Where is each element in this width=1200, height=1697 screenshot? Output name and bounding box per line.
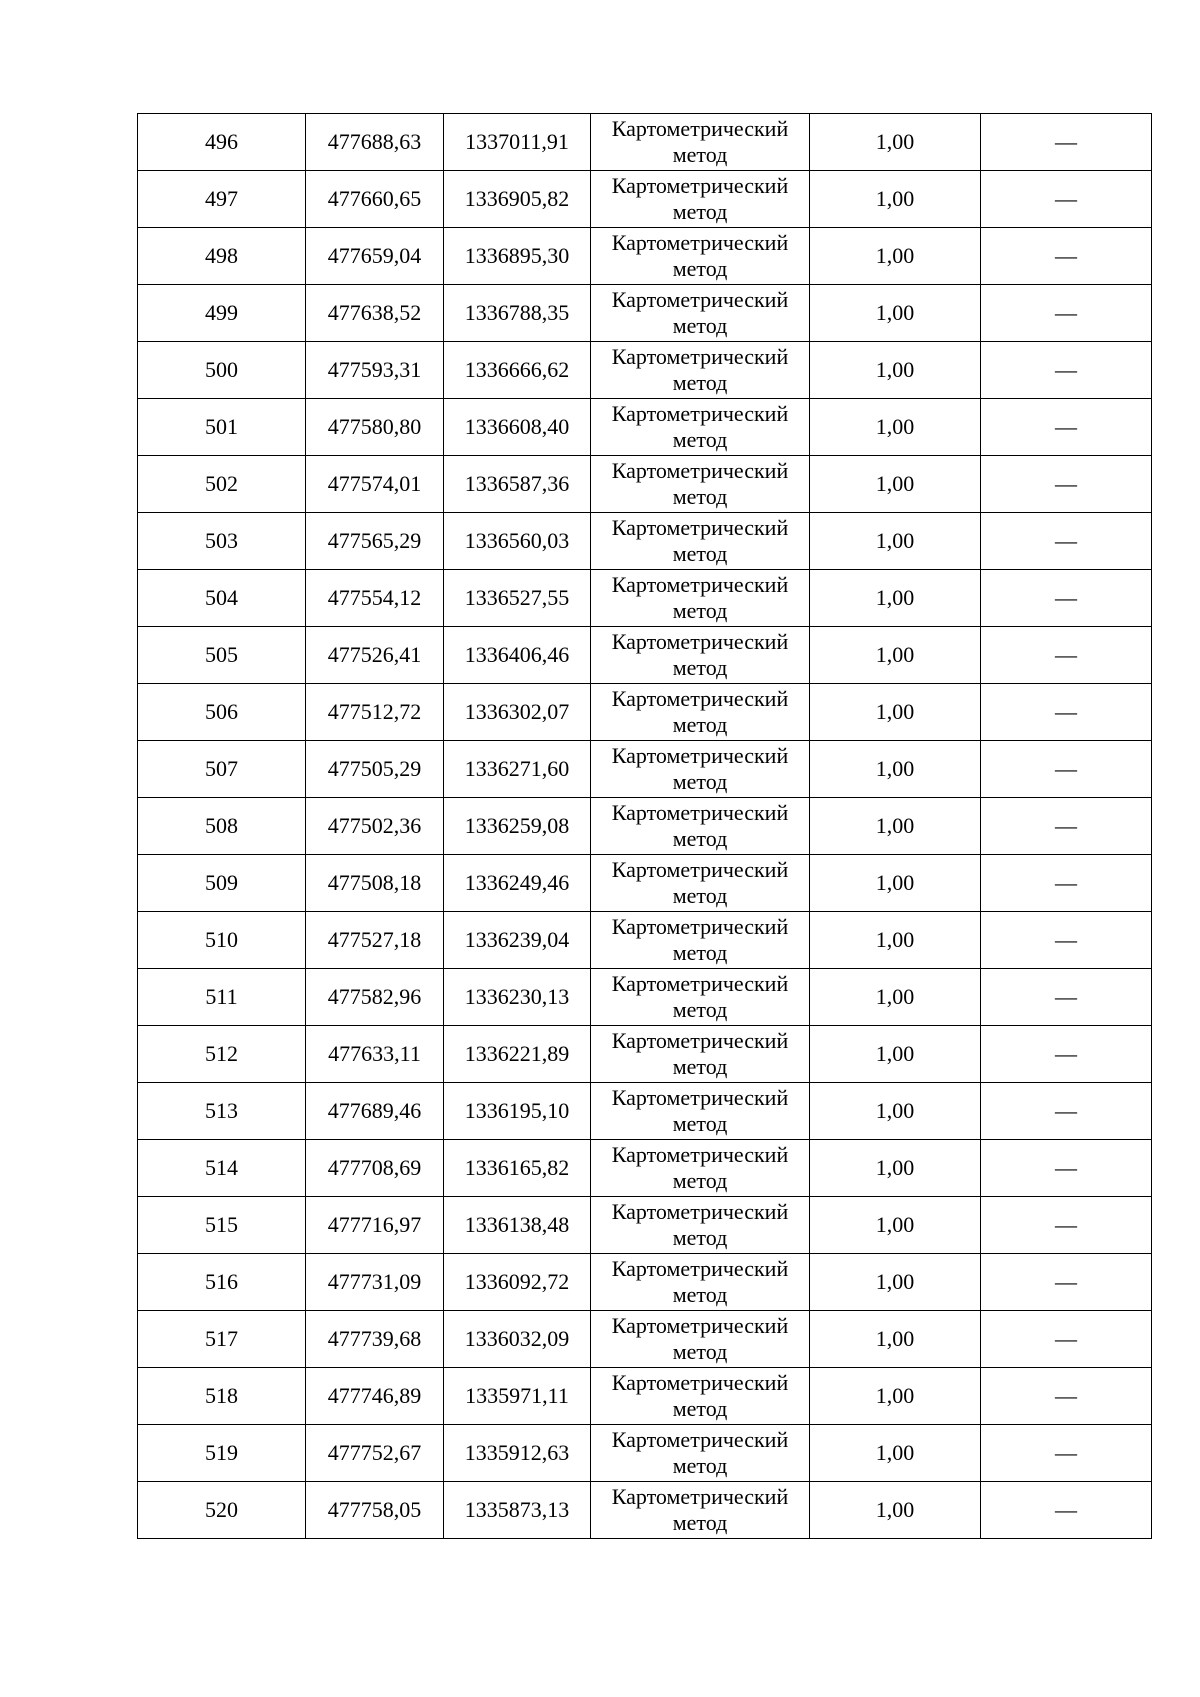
table-row: [138, 855, 1152, 912]
y-coordinate-cell: 1335971,11: [444, 1368, 591, 1425]
description-cell: —: [981, 570, 1152, 627]
accuracy-cell: 1,00: [810, 114, 981, 171]
table-row: [138, 570, 1152, 627]
y-coordinate-cell: 1336895,30: [444, 228, 591, 285]
method-line-1: Картометрический: [611, 1028, 789, 1053]
point-number-cell: 497: [138, 171, 306, 228]
description-cell: —: [981, 798, 1152, 855]
y-coordinate-cell: 1336032,09: [444, 1311, 591, 1368]
method-cell: [591, 1311, 810, 1368]
method-cell: [591, 741, 810, 798]
table-row: [138, 114, 1152, 171]
method-cell: [591, 342, 810, 399]
point-number-cell: 500: [138, 342, 306, 399]
x-coordinate-cell: 477688,63: [306, 114, 444, 171]
x-coordinate-cell: 477752,67: [306, 1425, 444, 1482]
accuracy-cell: 1,00: [810, 1197, 981, 1254]
y-coordinate-cell: 1336560,03: [444, 513, 591, 570]
accuracy-cell: 1,00: [810, 1311, 981, 1368]
y-coordinate-cell: 1336230,13: [444, 969, 591, 1026]
point-number-cell: 519: [138, 1425, 306, 1482]
description-cell: —: [981, 912, 1152, 969]
x-coordinate-cell: 477565,29: [306, 513, 444, 570]
accuracy-cell: 1,00: [810, 228, 981, 285]
accuracy-cell: 1,00: [810, 855, 981, 912]
description-cell: —: [981, 1311, 1152, 1368]
method-line-1: Картометрический: [611, 287, 789, 312]
method-line-1: Картометрический: [611, 1142, 789, 1167]
description-cell: —: [981, 171, 1152, 228]
table-row: [138, 342, 1152, 399]
method-cell: [591, 627, 810, 684]
coordinates-table-body: [138, 114, 1152, 1539]
x-coordinate-cell: 477739,68: [306, 1311, 444, 1368]
accuracy-cell: 1,00: [810, 1425, 981, 1482]
method-line-2: метод: [672, 712, 728, 737]
x-coordinate-cell: 477527,18: [306, 912, 444, 969]
accuracy-cell: 1,00: [810, 1482, 981, 1539]
x-coordinate-cell: 477689,46: [306, 1083, 444, 1140]
method-line-1: Картометрический: [611, 116, 789, 141]
description-cell: —: [981, 1026, 1152, 1083]
method-line-2: метод: [672, 1111, 728, 1136]
method-line-1: Картометрический: [611, 857, 789, 882]
point-number-cell: 511: [138, 969, 306, 1026]
description-cell: —: [981, 1197, 1152, 1254]
x-coordinate-cell: 477746,89: [306, 1368, 444, 1425]
table-row: [138, 1083, 1152, 1140]
accuracy-cell: 1,00: [810, 969, 981, 1026]
method-line-1: Картометрический: [611, 515, 789, 540]
description-cell: —: [981, 855, 1152, 912]
method-line-2: метод: [672, 313, 728, 338]
method-line-2: метод: [672, 541, 728, 566]
method-line-1: Картометрический: [611, 914, 789, 939]
x-coordinate-cell: 477512,72: [306, 684, 444, 741]
accuracy-cell: 1,00: [810, 1140, 981, 1197]
description-cell: —: [981, 1140, 1152, 1197]
y-coordinate-cell: 1336527,55: [444, 570, 591, 627]
x-coordinate-cell: 477505,29: [306, 741, 444, 798]
x-coordinate-cell: 477580,80: [306, 399, 444, 456]
method-cell: [591, 1140, 810, 1197]
accuracy-cell: 1,00: [810, 1254, 981, 1311]
point-number-cell: 498: [138, 228, 306, 285]
method-line-2: метод: [672, 1168, 728, 1193]
method-cell: [591, 969, 810, 1026]
accuracy-cell: 1,00: [810, 1026, 981, 1083]
y-coordinate-cell: 1336587,36: [444, 456, 591, 513]
description-cell: —: [981, 399, 1152, 456]
method-cell: [591, 285, 810, 342]
x-coordinate-cell: 477593,31: [306, 342, 444, 399]
y-coordinate-cell: 1336138,48: [444, 1197, 591, 1254]
y-coordinate-cell: 1336666,62: [444, 342, 591, 399]
method-cell: [591, 1254, 810, 1311]
method-cell: [591, 1482, 810, 1539]
accuracy-cell: 1,00: [810, 171, 981, 228]
accuracy-cell: 1,00: [810, 912, 981, 969]
method-line-1: Картометрический: [611, 1256, 789, 1281]
method-line-2: метод: [672, 1510, 728, 1535]
table-row: [138, 285, 1152, 342]
method-line-2: метод: [672, 769, 728, 794]
method-line-2: метод: [672, 256, 728, 281]
description-cell: —: [981, 1368, 1152, 1425]
method-line-2: метод: [672, 940, 728, 965]
table-row: [138, 627, 1152, 684]
table-row: [138, 228, 1152, 285]
method-line-2: метод: [672, 1339, 728, 1364]
table-row: [138, 912, 1152, 969]
x-coordinate-cell: 477638,52: [306, 285, 444, 342]
accuracy-cell: 1,00: [810, 1368, 981, 1425]
x-coordinate-cell: 477731,09: [306, 1254, 444, 1311]
table-row: [138, 1026, 1152, 1083]
method-cell: [591, 228, 810, 285]
description-cell: —: [981, 114, 1152, 171]
method-cell: [591, 570, 810, 627]
point-number-cell: 505: [138, 627, 306, 684]
x-coordinate-cell: 477582,96: [306, 969, 444, 1026]
accuracy-cell: 1,00: [810, 1083, 981, 1140]
y-coordinate-cell: 1336249,46: [444, 855, 591, 912]
method-line-1: Картометрический: [611, 344, 789, 369]
table-row: [138, 1140, 1152, 1197]
description-cell: —: [981, 456, 1152, 513]
point-number-cell: 510: [138, 912, 306, 969]
method-line-2: метод: [672, 142, 728, 167]
point-number-cell: 515: [138, 1197, 306, 1254]
x-coordinate-cell: 477574,01: [306, 456, 444, 513]
point-number-cell: 499: [138, 285, 306, 342]
method-line-1: Картометрический: [611, 1427, 789, 1452]
method-line-2: метод: [672, 997, 728, 1022]
method-line-2: метод: [672, 655, 728, 680]
accuracy-cell: 1,00: [810, 342, 981, 399]
method-cell: [591, 171, 810, 228]
point-number-cell: 509: [138, 855, 306, 912]
y-coordinate-cell: 1336239,04: [444, 912, 591, 969]
x-coordinate-cell: 477508,18: [306, 855, 444, 912]
point-number-cell: 517: [138, 1311, 306, 1368]
description-cell: —: [981, 1482, 1152, 1539]
description-cell: —: [981, 285, 1152, 342]
point-number-cell: 502: [138, 456, 306, 513]
table-row: [138, 1368, 1152, 1425]
accuracy-cell: 1,00: [810, 684, 981, 741]
description-cell: —: [981, 513, 1152, 570]
y-coordinate-cell: 1336608,40: [444, 399, 591, 456]
point-number-cell: 516: [138, 1254, 306, 1311]
method-line-1: Картометрический: [611, 686, 789, 711]
table-row: [138, 171, 1152, 228]
method-cell: [591, 513, 810, 570]
method-line-2: метод: [672, 370, 728, 395]
coordinates-table: [137, 113, 1152, 1539]
method-line-1: Картометрический: [611, 230, 789, 255]
method-line-1: Картометрический: [611, 1370, 789, 1395]
y-coordinate-cell: 1336259,08: [444, 798, 591, 855]
method-cell: [591, 1425, 810, 1482]
method-cell: [591, 912, 810, 969]
table-row: [138, 1254, 1152, 1311]
table-row: [138, 741, 1152, 798]
point-number-cell: 520: [138, 1482, 306, 1539]
description-cell: —: [981, 969, 1152, 1026]
method-cell: [591, 1197, 810, 1254]
x-coordinate-cell: 477526,41: [306, 627, 444, 684]
x-coordinate-cell: 477502,36: [306, 798, 444, 855]
point-number-cell: 506: [138, 684, 306, 741]
table-row: [138, 684, 1152, 741]
accuracy-cell: 1,00: [810, 741, 981, 798]
method-line-1: Картометрический: [611, 1199, 789, 1224]
x-coordinate-cell: 477554,12: [306, 570, 444, 627]
method-line-1: Картометрический: [611, 401, 789, 426]
table-row: [138, 1197, 1152, 1254]
y-coordinate-cell: 1336406,46: [444, 627, 591, 684]
point-number-cell: 507: [138, 741, 306, 798]
description-cell: —: [981, 1254, 1152, 1311]
method-line-1: Картометрический: [611, 173, 789, 198]
y-coordinate-cell: 1336271,60: [444, 741, 591, 798]
x-coordinate-cell: 477758,05: [306, 1482, 444, 1539]
method-line-2: метод: [672, 883, 728, 908]
method-line-1: Картометрический: [611, 800, 789, 825]
method-line-1: Картометрический: [611, 743, 789, 768]
method-line-2: метод: [672, 1396, 728, 1421]
accuracy-cell: 1,00: [810, 285, 981, 342]
x-coordinate-cell: 477659,04: [306, 228, 444, 285]
y-coordinate-cell: 1336195,10: [444, 1083, 591, 1140]
table-row: [138, 1425, 1152, 1482]
x-coordinate-cell: 477660,65: [306, 171, 444, 228]
method-line-2: метод: [672, 1282, 728, 1307]
method-line-1: Картометрический: [611, 1484, 789, 1509]
table-row: [138, 1482, 1152, 1539]
y-coordinate-cell: 1336092,72: [444, 1254, 591, 1311]
point-number-cell: 518: [138, 1368, 306, 1425]
method-line-2: метод: [672, 1453, 728, 1478]
table-row: [138, 399, 1152, 456]
accuracy-cell: 1,00: [810, 627, 981, 684]
accuracy-cell: 1,00: [810, 798, 981, 855]
method-line-2: метод: [672, 826, 728, 851]
table-row: [138, 798, 1152, 855]
y-coordinate-cell: 1336302,07: [444, 684, 591, 741]
point-number-cell: 504: [138, 570, 306, 627]
description-cell: —: [981, 1083, 1152, 1140]
method-cell: [591, 798, 810, 855]
method-line-2: метод: [672, 1054, 728, 1079]
table-row: [138, 456, 1152, 513]
x-coordinate-cell: 477708,69: [306, 1140, 444, 1197]
method-line-2: метод: [672, 199, 728, 224]
method-cell: [591, 114, 810, 171]
method-cell: [591, 684, 810, 741]
y-coordinate-cell: 1335912,63: [444, 1425, 591, 1482]
description-cell: —: [981, 741, 1152, 798]
x-coordinate-cell: 477633,11: [306, 1026, 444, 1083]
y-coordinate-cell: 1335873,13: [444, 1482, 591, 1539]
accuracy-cell: 1,00: [810, 399, 981, 456]
method-line-1: Картометрический: [611, 1313, 789, 1338]
description-cell: —: [981, 228, 1152, 285]
accuracy-cell: 1,00: [810, 456, 981, 513]
point-number-cell: 513: [138, 1083, 306, 1140]
y-coordinate-cell: 1336221,89: [444, 1026, 591, 1083]
method-line-1: Картометрический: [611, 458, 789, 483]
method-line-2: метод: [672, 598, 728, 623]
y-coordinate-cell: 1336788,35: [444, 285, 591, 342]
table-row: [138, 1311, 1152, 1368]
accuracy-cell: 1,00: [810, 513, 981, 570]
point-number-cell: 512: [138, 1026, 306, 1083]
point-number-cell: 508: [138, 798, 306, 855]
description-cell: —: [981, 342, 1152, 399]
table-row: [138, 513, 1152, 570]
method-cell: [591, 1026, 810, 1083]
description-cell: —: [981, 684, 1152, 741]
method-line-1: Картометрический: [611, 971, 789, 996]
method-line-1: Картометрический: [611, 1085, 789, 1110]
table-row: [138, 969, 1152, 1026]
x-coordinate-cell: 477716,97: [306, 1197, 444, 1254]
method-cell: [591, 1368, 810, 1425]
y-coordinate-cell: 1336165,82: [444, 1140, 591, 1197]
method-line-2: метод: [672, 1225, 728, 1250]
method-cell: [591, 399, 810, 456]
method-cell: [591, 456, 810, 513]
description-cell: —: [981, 1425, 1152, 1482]
y-coordinate-cell: 1336905,82: [444, 171, 591, 228]
point-number-cell: 503: [138, 513, 306, 570]
y-coordinate-cell: 1337011,91: [444, 114, 591, 171]
point-number-cell: 514: [138, 1140, 306, 1197]
method-cell: [591, 855, 810, 912]
method-line-1: Картометрический: [611, 572, 789, 597]
method-line-1: Картометрический: [611, 629, 789, 654]
point-number-cell: 496: [138, 114, 306, 171]
method-line-2: метод: [672, 484, 728, 509]
point-number-cell: 501: [138, 399, 306, 456]
method-cell: [591, 1083, 810, 1140]
method-line-2: метод: [672, 427, 728, 452]
description-cell: —: [981, 627, 1152, 684]
accuracy-cell: 1,00: [810, 570, 981, 627]
